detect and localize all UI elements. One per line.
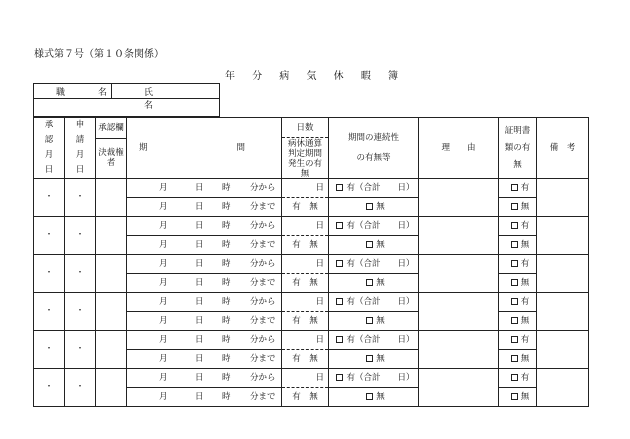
- approval-cell[interactable]: [96, 369, 127, 407]
- certificate-yes-label: 有: [520, 334, 530, 345]
- continuity-no-cell[interactable]: [329, 274, 419, 293]
- certificate-yes-cell[interactable]: [499, 293, 537, 312]
- period-cell[interactable]: [127, 255, 282, 274]
- approval-date-cell[interactable]: ・: [34, 179, 65, 217]
- checkbox[interactable]: [511, 355, 518, 362]
- period-unit: 月: [159, 372, 168, 383]
- period-unit: 月: [159, 182, 168, 193]
- application-date-cell[interactable]: ・: [65, 179, 96, 217]
- days-cell[interactable]: 日: [282, 331, 329, 350]
- period-unit: 分まで: [250, 239, 276, 250]
- header-days: [282, 118, 329, 179]
- period-cell[interactable]: [127, 331, 282, 350]
- checkbox[interactable]: [336, 222, 343, 229]
- header-remarks: 備 考: [537, 118, 589, 179]
- checkbox[interactable]: [511, 374, 518, 381]
- period-cell[interactable]: [127, 217, 282, 236]
- certificate-no-cell[interactable]: [499, 198, 537, 217]
- continuity-no-label: 無: [376, 239, 385, 250]
- period-unit: 月: [159, 353, 168, 364]
- continuity-yes-cell[interactable]: [329, 179, 419, 198]
- continuity-yes-label: 有（合計 日）: [346, 182, 415, 193]
- approval-date-cell[interactable]: ・: [34, 369, 65, 407]
- continuity-yes-cell[interactable]: [329, 331, 419, 350]
- certificate-no-cell[interactable]: [499, 388, 537, 407]
- approval-date-cell[interactable]: ・: [34, 293, 65, 331]
- period-unit: 分から: [250, 296, 276, 307]
- certificate-yes-label: 有: [520, 372, 530, 383]
- application-date-cell[interactable]: ・: [65, 369, 96, 407]
- occurrence-cell[interactable]: 有 無: [282, 274, 329, 293]
- period-cell[interactable]: [127, 293, 282, 312]
- days-cell[interactable]: 日: [282, 217, 329, 236]
- continuity-yes-label: 有（合計 日）: [346, 258, 415, 269]
- period-unit: 分まで: [250, 353, 276, 364]
- checkbox[interactable]: [366, 393, 373, 400]
- approval-date-cell[interactable]: ・: [34, 217, 65, 255]
- approval-cell[interactable]: [96, 217, 127, 255]
- period-cell[interactable]: [127, 274, 282, 293]
- period-unit: 日: [195, 277, 204, 288]
- period-unit: 月: [159, 201, 168, 212]
- period-unit: 時: [222, 220, 231, 231]
- checkbox[interactable]: [366, 203, 373, 210]
- occurrence-cell[interactable]: 有 無: [282, 312, 329, 331]
- checkbox[interactable]: [511, 279, 518, 286]
- period-unit: 分から: [250, 372, 276, 383]
- period-unit: 日: [195, 315, 204, 326]
- leave-register-table: [33, 117, 589, 407]
- period-unit: 月: [159, 334, 168, 345]
- header-period: 期 間: [127, 118, 282, 179]
- checkbox[interactable]: [511, 393, 518, 400]
- checkbox[interactable]: [336, 260, 343, 267]
- period-cell[interactable]: [127, 179, 282, 198]
- continuity-yes-cell[interactable]: [329, 217, 419, 236]
- certificate-no-cell[interactable]: [499, 236, 537, 255]
- period-unit: 時: [222, 315, 231, 326]
- checkbox[interactable]: [336, 298, 343, 305]
- checkbox[interactable]: [366, 355, 373, 362]
- continuity-yes-label: 有（合計 日）: [346, 296, 415, 307]
- period-unit: 時: [222, 372, 231, 383]
- application-date-cell[interactable]: ・: [65, 331, 96, 369]
- period-cell[interactable]: [127, 369, 282, 388]
- continuity-no-cell[interactable]: [329, 312, 419, 331]
- checkbox[interactable]: [336, 336, 343, 343]
- continuity-no-label: 無: [376, 315, 385, 326]
- period-cell[interactable]: [127, 388, 282, 407]
- period-unit: 分まで: [250, 315, 276, 326]
- application-date-cell[interactable]: ・: [65, 217, 96, 255]
- period-unit: 月: [159, 315, 168, 326]
- document-title: 年 分 病 気 休 暇 簿: [224, 71, 406, 82]
- reason-cell[interactable]: [419, 369, 499, 407]
- period-unit: 月: [159, 220, 168, 231]
- period-unit: 日: [195, 353, 204, 364]
- certificate-no-cell[interactable]: [499, 350, 537, 369]
- table-row: [34, 369, 589, 388]
- certificate-no-label: 無: [520, 239, 530, 250]
- checkbox[interactable]: [511, 317, 518, 324]
- period-cell[interactable]: [127, 236, 282, 255]
- continuity-yes-label: 有（合計 日）: [346, 220, 415, 231]
- reason-cell[interactable]: [419, 293, 499, 331]
- header-decision-authority: 決裁権者: [98, 148, 124, 168]
- header-approval-column: 承認欄: [96, 119, 126, 139]
- occurrence-cell[interactable]: 有 無: [282, 388, 329, 407]
- reason-cell[interactable]: [419, 255, 499, 293]
- days-cell[interactable]: 日: [282, 179, 329, 198]
- continuity-no-label: 無: [376, 353, 385, 364]
- continuity-no-cell[interactable]: [329, 350, 419, 369]
- certificate-yes-cell[interactable]: [499, 179, 537, 198]
- period-unit: 日: [195, 296, 204, 307]
- position-label: 職 名: [56, 88, 120, 98]
- period-unit: 分まで: [250, 201, 276, 212]
- checkbox[interactable]: [511, 184, 518, 191]
- checkbox[interactable]: [336, 184, 343, 191]
- continuity-yes-cell[interactable]: [329, 255, 419, 274]
- certificate-yes-cell[interactable]: [499, 331, 537, 350]
- approval-cell[interactable]: [96, 331, 127, 369]
- header-continuity: 期間の連続性 の有無等: [329, 118, 419, 179]
- certificate-no-label: 無: [520, 201, 530, 212]
- certificate-yes-label: 有: [520, 220, 530, 231]
- certificate-no-label: 無: [520, 315, 530, 326]
- header-days-top: 日数: [282, 119, 328, 138]
- header-approval-date: 承認月日: [34, 118, 65, 179]
- period-unit: 分から: [250, 220, 276, 231]
- approval-date-cell[interactable]: ・: [34, 255, 65, 293]
- table-row: [34, 179, 589, 198]
- application-date-cell[interactable]: ・: [65, 293, 96, 331]
- continuity-no-label: 無: [376, 277, 385, 288]
- header-row: [34, 118, 589, 179]
- continuity-no-label: 無: [376, 201, 385, 212]
- certificate-no-cell[interactable]: [499, 274, 537, 293]
- table-row: [34, 331, 589, 350]
- certificate-yes-label: 有: [520, 296, 530, 307]
- name-label: 氏 名: [144, 88, 208, 111]
- period-unit: 月: [159, 391, 168, 402]
- remarks-cell[interactable]: [537, 293, 589, 331]
- approval-cell[interactable]: [96, 293, 127, 331]
- certificate-yes-label: 有: [520, 258, 530, 269]
- period-unit: 月: [159, 296, 168, 307]
- certificate-no-cell[interactable]: [499, 312, 537, 331]
- remarks-cell[interactable]: [537, 255, 589, 293]
- header-approval: [96, 118, 127, 179]
- period-unit: 月: [159, 258, 168, 269]
- checkbox[interactable]: [511, 222, 518, 229]
- approval-date-cell[interactable]: ・: [34, 331, 65, 369]
- approval-cell[interactable]: [96, 179, 127, 217]
- certificate-yes-cell[interactable]: [499, 255, 537, 274]
- continuity-yes-cell[interactable]: [329, 369, 419, 388]
- reason-cell[interactable]: [419, 331, 499, 369]
- period-unit: 時: [222, 391, 231, 402]
- certificate-no-label: 無: [520, 277, 530, 288]
- occurrence-cell[interactable]: 有 無: [282, 236, 329, 255]
- period-cell[interactable]: [127, 198, 282, 217]
- period-unit: 時: [222, 201, 231, 212]
- days-cell[interactable]: 日: [282, 369, 329, 388]
- continuity-no-cell[interactable]: [329, 198, 419, 217]
- remarks-cell[interactable]: [537, 331, 589, 369]
- checkbox[interactable]: [336, 374, 343, 381]
- period-unit: 日: [195, 220, 204, 231]
- period-unit: 時: [222, 334, 231, 345]
- period-unit: 日: [195, 258, 204, 269]
- certificate-yes-cell[interactable]: [499, 217, 537, 236]
- certificate-no-label: 無: [520, 353, 530, 364]
- header-application-date: 申請月日: [65, 118, 96, 179]
- header-days-bottom: 病休通算判定期間発生の有無: [287, 139, 322, 179]
- continuity-yes-cell[interactable]: [329, 293, 419, 312]
- period-unit: 分から: [250, 182, 276, 193]
- period-unit: 月: [159, 277, 168, 288]
- remarks-cell[interactable]: [537, 217, 589, 255]
- continuity-no-label: 無: [376, 391, 385, 402]
- header-reason: 理 由: [419, 118, 499, 179]
- period-cell[interactable]: [127, 350, 282, 369]
- occurrence-cell[interactable]: 有 無: [282, 198, 329, 217]
- staff-info-table: [33, 83, 220, 117]
- period-unit: 分まで: [250, 277, 276, 288]
- checkbox[interactable]: [511, 336, 518, 343]
- period-unit: 月: [159, 239, 168, 250]
- continuity-yes-label: 有（合計 日）: [346, 334, 415, 345]
- reason-cell[interactable]: [419, 179, 499, 217]
- checkbox[interactable]: [511, 203, 518, 210]
- period-unit: 時: [222, 239, 231, 250]
- table-row: [34, 293, 589, 312]
- reason-cell[interactable]: [419, 217, 499, 255]
- period-unit: 分から: [250, 334, 276, 345]
- checkbox[interactable]: [511, 260, 518, 267]
- application-date-cell[interactable]: ・: [65, 255, 96, 293]
- remarks-cell[interactable]: [537, 179, 589, 217]
- period-unit: 日: [195, 334, 204, 345]
- period-unit: 時: [222, 277, 231, 288]
- period-unit: 時: [222, 353, 231, 364]
- header-certificate: 証明書類の有無: [499, 118, 537, 179]
- period-unit: 時: [222, 258, 231, 269]
- continuity-no-cell[interactable]: [329, 236, 419, 255]
- checkbox[interactable]: [366, 279, 373, 286]
- remarks-cell[interactable]: [537, 369, 589, 407]
- period-unit: 分から: [250, 258, 276, 269]
- days-cell[interactable]: 日: [282, 255, 329, 274]
- checkbox[interactable]: [511, 298, 518, 305]
- period-unit: 分まで: [250, 391, 276, 402]
- table-row: [34, 255, 589, 274]
- period-unit: 日: [195, 391, 204, 402]
- approval-cell[interactable]: [96, 255, 127, 293]
- certificate-no-label: 無: [520, 391, 530, 402]
- period-unit: 時: [222, 296, 231, 307]
- period-unit: 日: [195, 372, 204, 383]
- period-unit: 日: [195, 201, 204, 212]
- period-unit: 日: [195, 182, 204, 193]
- form-number: 様式第７号（第１０条関係）: [34, 49, 164, 60]
- period-unit: 日: [195, 239, 204, 250]
- occurrence-cell[interactable]: 有 無: [282, 350, 329, 369]
- days-cell[interactable]: 日: [282, 293, 329, 312]
- continuity-yes-label: 有（合計 日）: [346, 372, 415, 383]
- checkbox[interactable]: [511, 241, 518, 248]
- certificate-yes-cell[interactable]: [499, 369, 537, 388]
- checkbox[interactable]: [366, 317, 373, 324]
- checkbox[interactable]: [366, 241, 373, 248]
- continuity-no-cell[interactable]: [329, 388, 419, 407]
- certificate-yes-label: 有: [520, 182, 530, 193]
- table-row: [34, 217, 589, 236]
- period-cell[interactable]: [127, 312, 282, 331]
- period-unit: 時: [222, 182, 231, 193]
